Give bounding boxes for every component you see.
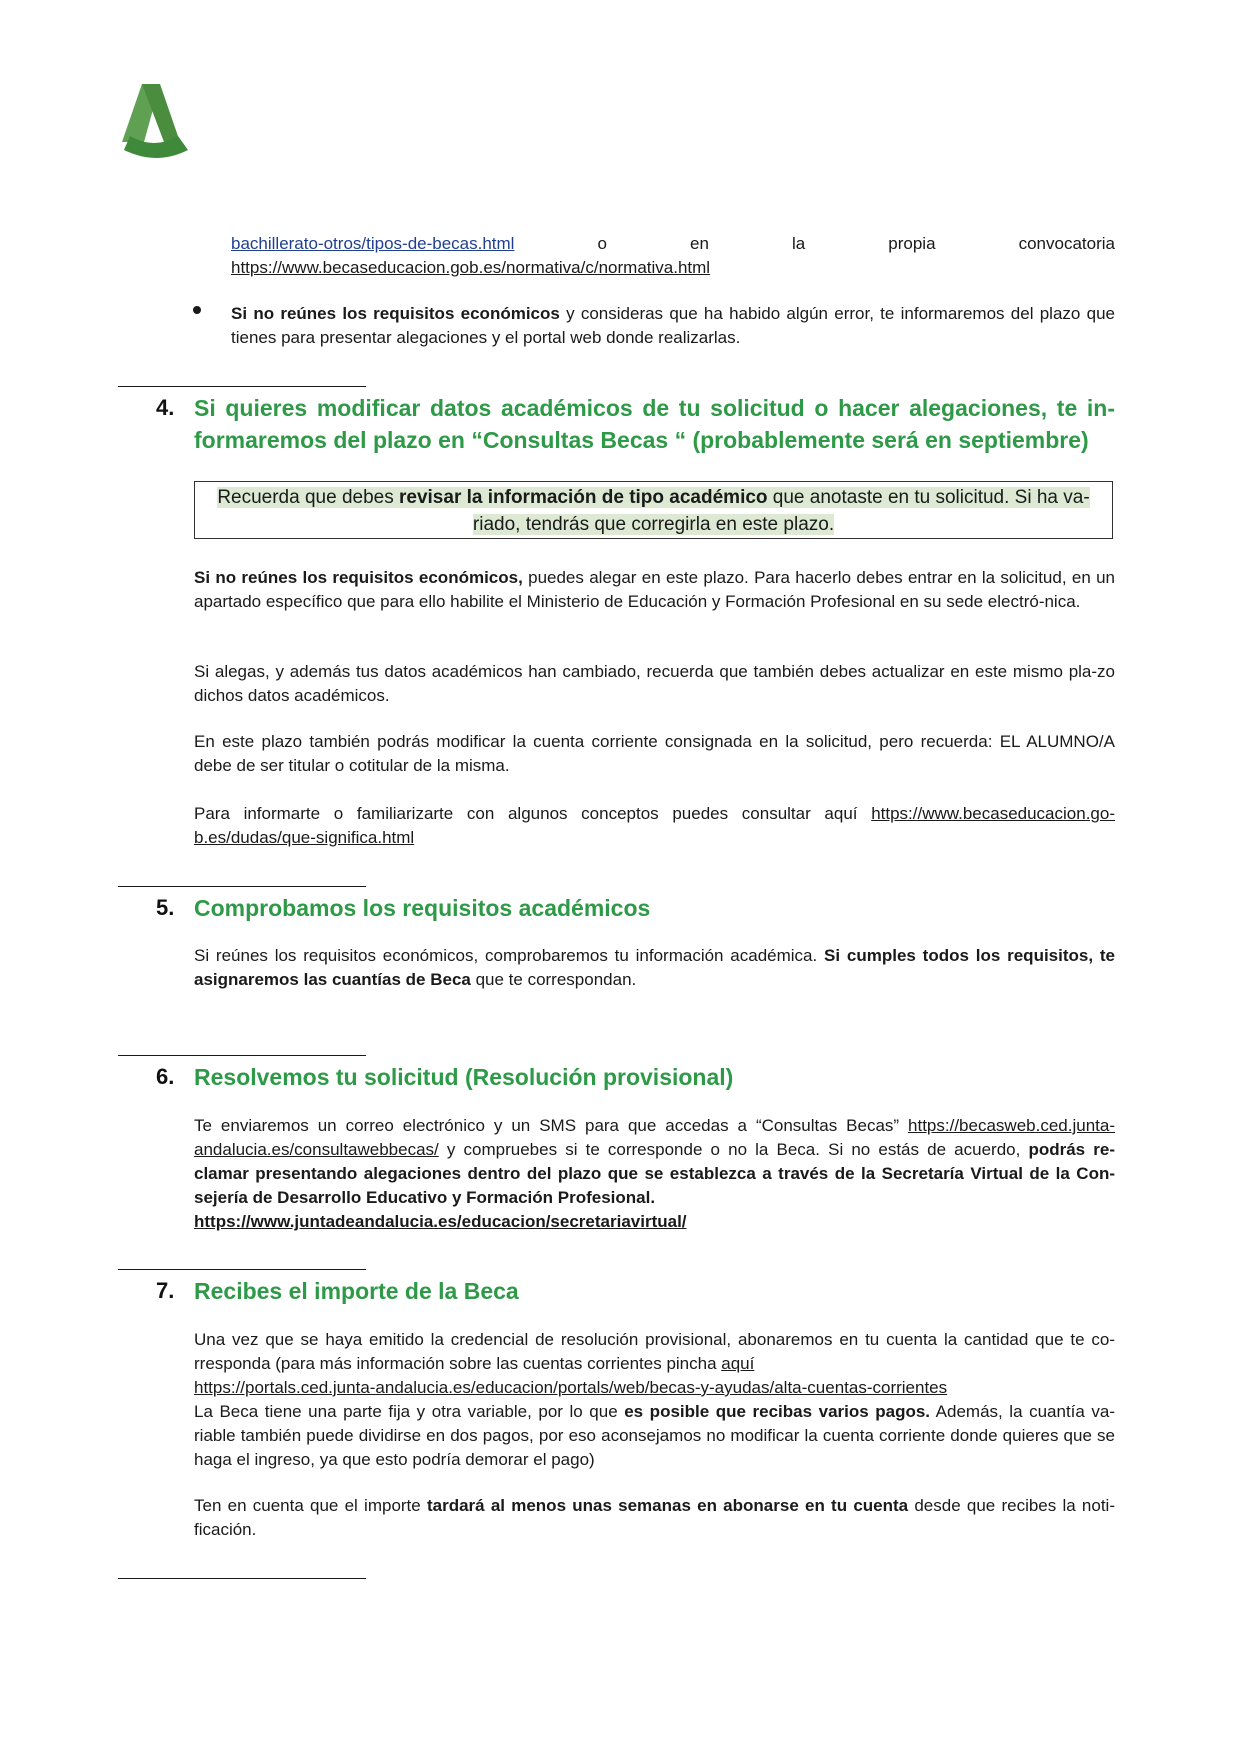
consulta-web-becas-link[interactable]: https://becasweb.ced.junta-andalucia.es/consultawebbecas/ <box>194 1116 1115 1159</box>
separator-line <box>118 886 366 887</box>
intro-word: propia <box>888 234 936 253</box>
junta-andalucia-logo <box>112 84 196 160</box>
intro-paragraph <box>231 232 1115 280</box>
intro-word: en <box>690 234 709 253</box>
section-4-paragraph-3: En este plazo también podrás modificar la cuenta corriente consignada en la solicitud, pero recuerda: EL ALUMNO/A debe de ser titular o cotitular de la misma. <box>194 732 1115 775</box>
bullet-dot <box>193 306 201 314</box>
section-7-number: 7. <box>156 1278 175 1303</box>
section-7-paragraph-3: Ten en cuenta que el importe tardará al menos unas semanas en abonarse en tu cuenta desde que recibes la noti-ficación. <box>194 1496 1115 1539</box>
secretaria-virtual-link[interactable]: https://www.juntadeandalucia.es/educacion/secretariavirtual/ <box>194 1212 687 1231</box>
section-5-number: 5. <box>156 895 175 920</box>
aqui-link[interactable]: aquí <box>721 1354 755 1373</box>
section-4-paragraph-4: Para informarte o familiarizarte con algunos conceptos puedes consultar aquí https://www.becaseducacion.go-b.es/dudas/que-significa.html <box>194 804 1115 847</box>
separator-line <box>118 1578 366 1579</box>
section-7-paragraph-1: Una vez que se haya emitido la credencial de resolución provisional, abonaremos en tu cuenta la cantidad que te co-rresponda (para más información sobre las cuentas corrientes pincha aquí https://portals.ced.junta-andalucia.es/educacion/portals/web/becas-y-ayudas/alta-cuentas-corrientes <box>194 1330 1115 1397</box>
section-6-paragraph: Te enviaremos un correo electrónico y un SMS para que accedas a “Consultas Becas” https://becasweb.ced.junta-andalucia.es/consultawebbecas/ y compruebes si te corresponde o no la Beca. Si no estás de acuerdo, podrás re-clamar presentando alegaciones dentro del plazo que se establezca a través de la Secretaría Virtual de la Con-sejería de Desarrollo Educativo y Formación Profesional. https://www.juntadeandalucia.es/educacion/secretariavirtual/ <box>194 1116 1115 1231</box>
section-5-title: Comprobamos los requisitos académicos <box>194 895 651 921</box>
section-6-number: 6. <box>156 1064 175 1089</box>
intro-word: convocatoria <box>1018 234 1115 253</box>
tipos-becas-link[interactable]: bachillerato-otros/tipos-de-becas.html <box>231 234 515 253</box>
bullet-text: y consideras que ha habido algún error, te informaremos del plazo que tienes para presentar alegaciones y el portal web donde realizarlas. <box>231 304 1115 347</box>
reminder-box <box>194 481 1113 539</box>
section-4-paragraph-1: Si no reúnes los requisitos económicos, puedes alegar en este plazo. Para hacerlo debes entrar en la solicitud, en un apartado específico que para ello habilite el Ministerio de Educación y Formación Profesional en su sede electró-nica. <box>194 568 1115 611</box>
bullet-bold: Si no reúnes los requisitos económicos <box>231 304 560 323</box>
section-4-title: Si quieres modificar datos académicos de tu solicitud o hacer alegaciones, te in-formaremos del plazo en “Consultas Becas “ (probablemente será en septiembre) <box>194 395 1115 453</box>
reminder-line-2: riado, tendrás que corregirla en este plazo. <box>472 514 835 535</box>
intro-word: o <box>597 234 607 253</box>
section-4-number: 4. <box>156 395 175 420</box>
separator-line <box>118 1055 366 1056</box>
section-6-title: Resolvemos tu solicitud (Resolución provisional) <box>194 1064 734 1090</box>
separator-line <box>118 386 366 387</box>
reminder-line-1: Recuerda que debes revisar la información de tipo académico que anotaste en tu solicitud. Si ha va- <box>217 487 1090 508</box>
section-5-paragraph: Si reúnes los requisitos económicos, comprobaremos tu información académica. Si cumples todos los requisitos, te asignaremos las cuantías de Beca que te correspondan. <box>194 946 1115 989</box>
alta-cuentas-link[interactable]: https://portals.ced.junta-andalucia.es/educacion/portals/web/becas-y-ayudas/alta-cuentas-corrientes <box>194 1378 948 1397</box>
que-significa-link[interactable]: https://www.becaseducacion.go-b.es/dudas/que-significa.html <box>194 804 1115 847</box>
section-7-title: Recibes el importe de la Beca <box>194 1278 519 1304</box>
bullet-paragraph <box>231 302 1115 350</box>
separator-line <box>118 1269 366 1270</box>
section-4-paragraph-2: Si alegas, y además tus datos académicos han cambiado, recuerda que también debes actualizar en este mismo pla-zo dichos datos académicos. <box>194 662 1115 705</box>
intro-word: la <box>792 234 806 253</box>
normativa-link[interactable]: https://www.becaseducacion.gob.es/normativa/c/normativa.html <box>231 258 711 277</box>
section-7-paragraph-2: La Beca tiene una parte fija y otra variable, por lo que es posible que recibas varios pagos. Además, la cuantía va-riable también puede dividirse en dos pagos, por eso aconsejamos no modificar la cuenta corriente donde quieres que se haga el ingreso, ya que esto podría demorar el pago) <box>194 1402 1116 1469</box>
